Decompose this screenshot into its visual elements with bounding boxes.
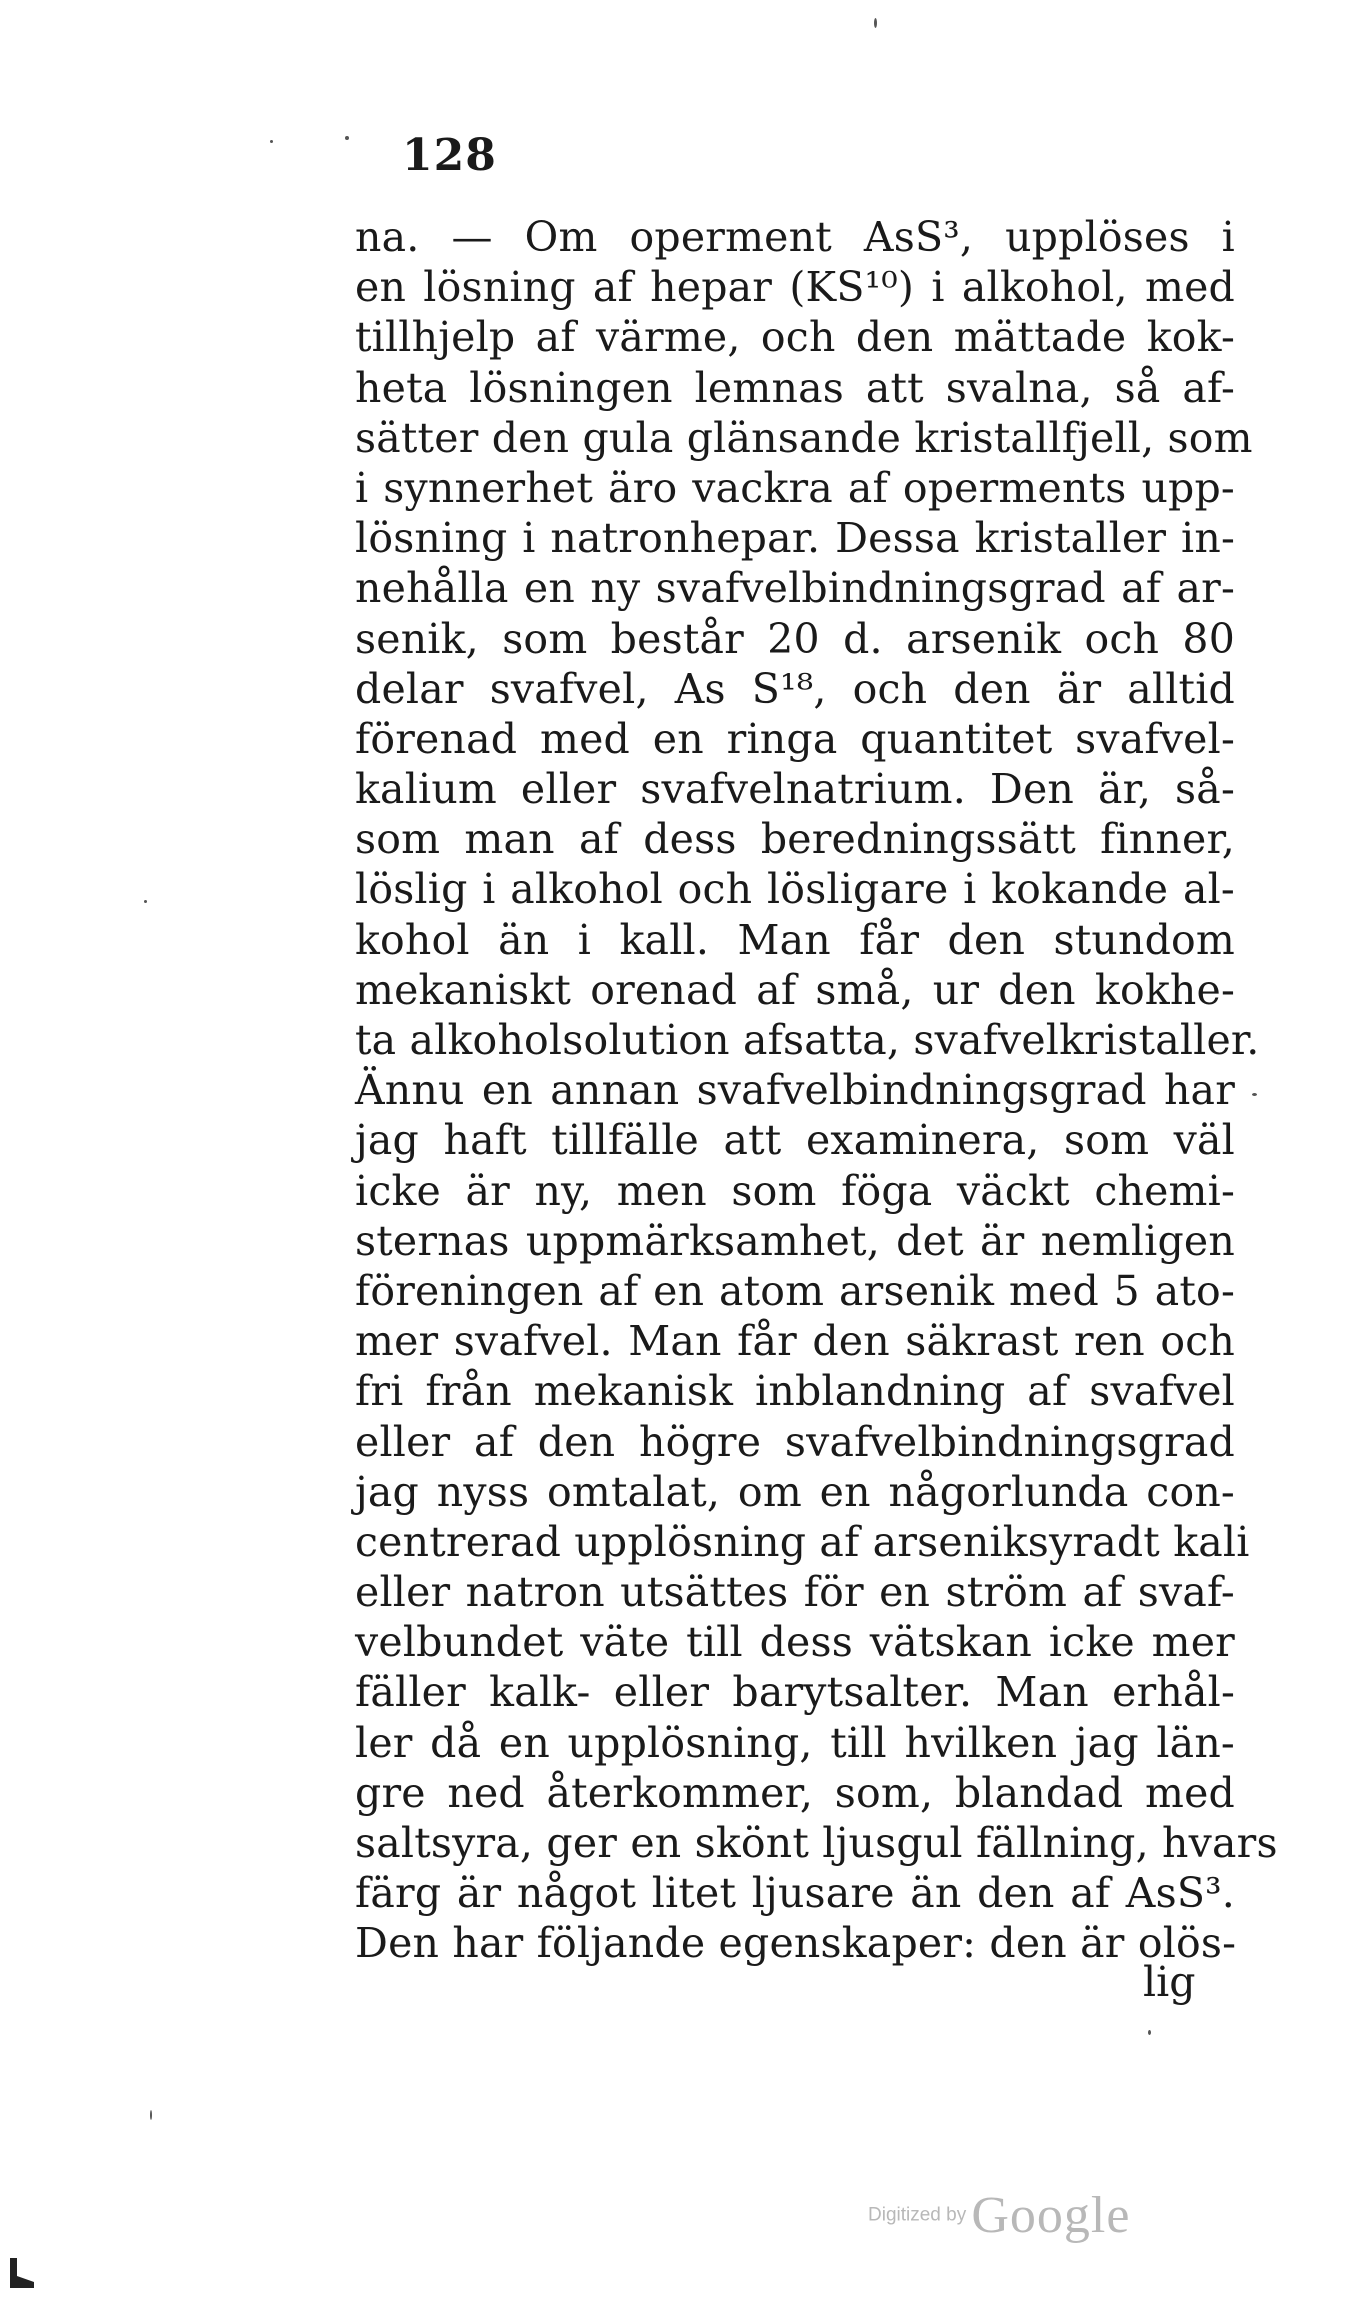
text-line: sätter den gula glänsande kristallfjell, som <box>355 413 1253 462</box>
text-line: förenad med en ringa quantitet svafvel- <box>355 714 1235 763</box>
text-line: mekaniskt orenad af små, ur den kokhe- <box>355 965 1235 1014</box>
text-line: kohol än i kall. Man får den stundom <box>355 915 1235 964</box>
digitized-by-watermark <box>868 2186 1130 2245</box>
text-line: ler då en upplösning, till hvilken jag län- <box>355 1718 1235 1767</box>
text-line: löslig i alkohol och lösligare i kokande al- <box>355 865 1235 914</box>
text-line: icke är ny, men som föga väckt chemi- <box>355 1166 1235 1215</box>
scan-speck <box>144 900 147 903</box>
body-text <box>355 212 1278 1969</box>
text-line: nehålla en ny svafvelbindningsgrad af ar- <box>355 564 1235 613</box>
text-line: en lösning af hepar (KS¹⁰) i alkohol, med <box>355 263 1235 312</box>
scan-speck <box>1148 2030 1151 2035</box>
text-line: i synnerhet äro vackra af operments upp- <box>355 463 1235 512</box>
text-line: lösning i natronhepar. Dessa kristaller in- <box>355 514 1235 563</box>
text-line: centrerad upplösning af arseniksyradt kali <box>355 1517 1250 1566</box>
text-line: föreningen af en atom arsenik med 5 ato- <box>355 1266 1235 1315</box>
text-line: färg är något litet ljusare än den af AsS³. <box>355 1869 1235 1918</box>
text-line: fri från mekanisk inblandning af svafvel <box>355 1367 1235 1416</box>
watermark-brand: Google <box>971 2187 1131 2244</box>
text-line: mer svafvel. Man får den säkrast ren och <box>355 1317 1235 1366</box>
text-line: fäller kalk- eller barytsalter. Man erhål- <box>355 1668 1235 1717</box>
text-line: saltsyra, ger en skönt ljusgul fällning, hvars <box>355 1819 1278 1867</box>
scan-speck <box>1252 1093 1257 1096</box>
text-line: eller natron utsättes för en ström af svaf- <box>355 1568 1235 1617</box>
scan-speck <box>874 18 877 28</box>
text-line: jag nyss omtalat, om en någorlunda con- <box>355 1467 1235 1516</box>
text-line: eller af den högre svafvelbindningsgrad <box>355 1417 1235 1466</box>
text-line: velbundet väte till dess vätskan icke mer <box>355 1618 1235 1667</box>
text-line: heta lösningen lemnas att svalna, så af- <box>355 363 1235 412</box>
text-line: som man af dess beredningssätt finner, <box>355 815 1235 864</box>
page-number: 128 <box>402 130 497 181</box>
scan-speck <box>345 136 349 140</box>
text-line: ta alkoholsolution afsatta, svafvelkristaller. <box>355 1016 1260 1064</box>
text-line: kalium eller svafvelnatrium. Den är, så- <box>355 765 1235 814</box>
text-line: senik, som består 20 d. arsenik och 80 <box>355 614 1235 663</box>
text-line: delar svafvel, As S¹⁸, och den är alltid <box>355 664 1235 713</box>
text-line: tillhjelp af värme, och den mättade kok- <box>355 313 1235 362</box>
text-line: Ännu en annan svafvelbindningsgrad har <box>355 1066 1235 1115</box>
watermark-prefix: Digitized by <box>868 2204 967 2226</box>
scan-speck <box>270 140 273 143</box>
text-line: na. — Om operment AsS³, upplöses i <box>355 213 1235 261</box>
text-line: sternas uppmärksamhet, det är nemligen <box>355 1216 1235 1265</box>
text-line: Den har följande egenskaper: den är olös- <box>355 1919 1237 1968</box>
catchword: lig <box>1143 1958 1196 2006</box>
text-line: jag haft tillfälle att examinera, som väl <box>355 1116 1235 1165</box>
text-line: gre ned återkommer, som, blandad med <box>355 1768 1235 1817</box>
corner-arrow-icon <box>8 2258 34 2288</box>
scan-speck <box>150 2110 152 2120</box>
